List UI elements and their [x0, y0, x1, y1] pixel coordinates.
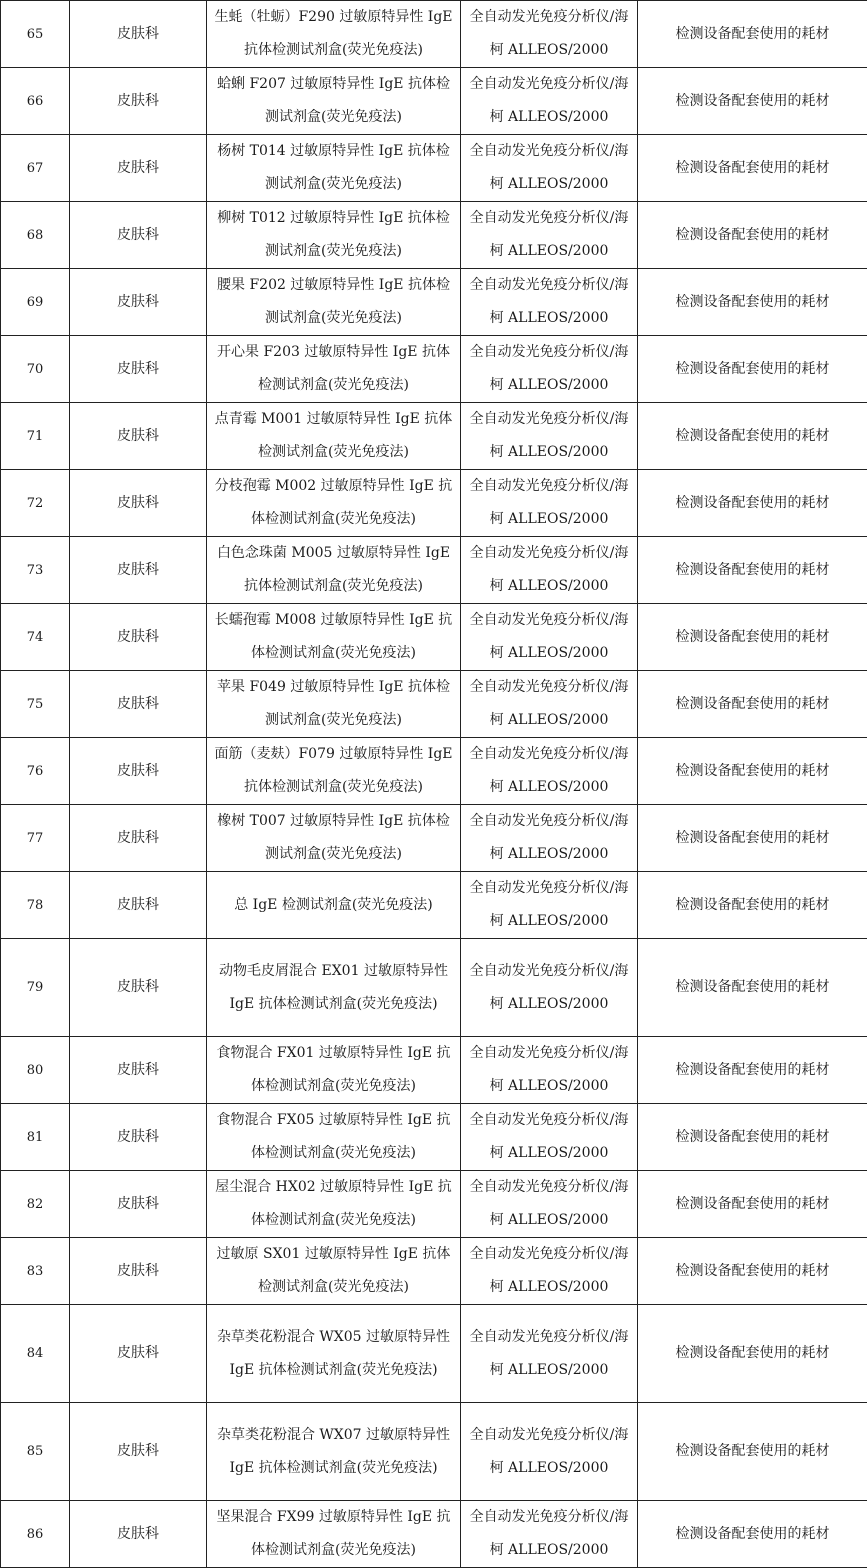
device-cell: 全自动发光免疫分析仪/海柯 ALLEOS/2000: [461, 403, 638, 470]
device-cell: 全自动发光免疫分析仪/海柯 ALLEOS/2000: [461, 1238, 638, 1305]
device-cell: 全自动发光免疫分析仪/海柯 ALLEOS/2000: [461, 202, 638, 269]
row-number: 86: [1, 1501, 70, 1568]
table-row: [1, 1171, 867, 1238]
product-name-cell: 屋尘混合 HX02 过敏原特异性 IgE 抗体检测试剂盒(荧光免疫法): [207, 1171, 461, 1238]
product-name-cell: 蛤蜊 F207 过敏原特异性 IgE 抗体检测试剂盒(荧光免疫法): [207, 68, 461, 135]
table-row: [1, 805, 867, 872]
usage-cell: 检测设备配套使用的耗材: [638, 1403, 867, 1501]
product-name-cell: 苹果 F049 过敏原特异性 IgE 抗体检测试剂盒(荧光免疫法): [207, 671, 461, 738]
row-number: 73: [1, 537, 70, 604]
usage-cell: 检测设备配套使用的耗材: [638, 872, 867, 939]
department-cell: 皮肤科: [70, 68, 207, 135]
department-cell: 皮肤科: [70, 1037, 207, 1104]
product-name-cell: 食物混合 FX01 过敏原特异性 IgE 抗体检测试剂盒(荧光免疫法): [207, 1037, 461, 1104]
product-name-cell: 白色念珠菌 M005 过敏原特异性 IgE 抗体检测试剂盒(荧光免疫法): [207, 537, 461, 604]
department-cell: 皮肤科: [70, 403, 207, 470]
table-row: [1, 939, 867, 1037]
department-cell: 皮肤科: [70, 1238, 207, 1305]
usage-cell: 检测设备配套使用的耗材: [638, 336, 867, 403]
row-number: 70: [1, 336, 70, 403]
product-name-cell: 柳树 T012 过敏原特异性 IgE 抗体检测试剂盒(荧光免疫法): [207, 202, 461, 269]
row-number: 75: [1, 671, 70, 738]
product-name-cell: 杂草类花粉混合 WX07 过敏原特异性 IgE 抗体检测试剂盒(荧光免疫法): [207, 1403, 461, 1501]
product-name-cell: 坚果混合 FX99 过敏原特异性 IgE 抗体检测试剂盒(荧光免疫法): [207, 1501, 461, 1568]
department-cell: 皮肤科: [70, 1403, 207, 1501]
usage-cell: 检测设备配套使用的耗材: [638, 738, 867, 805]
device-cell: 全自动发光免疫分析仪/海柯 ALLEOS/2000: [461, 805, 638, 872]
device-cell: 全自动发光免疫分析仪/海柯 ALLEOS/2000: [461, 939, 638, 1037]
row-number: 82: [1, 1171, 70, 1238]
row-number: 79: [1, 939, 70, 1037]
device-cell: 全自动发光免疫分析仪/海柯 ALLEOS/2000: [461, 872, 638, 939]
table-row: [1, 470, 867, 537]
usage-cell: 检测设备配套使用的耗材: [638, 1501, 867, 1568]
table-row: [1, 1, 867, 68]
product-name-cell: 面筋（麦麸）F079 过敏原特异性 IgE 抗体检测试剂盒(荧光免疫法): [207, 738, 461, 805]
usage-cell: 检测设备配套使用的耗材: [638, 604, 867, 671]
table-row: [1, 135, 867, 202]
row-number: 84: [1, 1305, 70, 1403]
product-name-cell: 橡树 T007 过敏原特异性 IgE 抗体检测试剂盒(荧光免疫法): [207, 805, 461, 872]
product-name-cell: 生蚝（牡蛎）F290 过敏原特异性 IgE 抗体检测试剂盒(荧光免疫法): [207, 1, 461, 68]
row-number: 71: [1, 403, 70, 470]
row-number: 65: [1, 1, 70, 68]
device-cell: 全自动发光免疫分析仪/海柯 ALLEOS/2000: [461, 604, 638, 671]
usage-cell: 检测设备配套使用的耗材: [638, 1, 867, 68]
usage-cell: 检测设备配套使用的耗材: [638, 1171, 867, 1238]
department-cell: 皮肤科: [70, 1104, 207, 1171]
device-cell: 全自动发光免疫分析仪/海柯 ALLEOS/2000: [461, 537, 638, 604]
device-cell: 全自动发光免疫分析仪/海柯 ALLEOS/2000: [461, 1305, 638, 1403]
table-body: [1, 1, 867, 1568]
row-number: 69: [1, 269, 70, 336]
department-cell: 皮肤科: [70, 939, 207, 1037]
table-row: [1, 403, 867, 470]
table-row: [1, 872, 867, 939]
row-number: 66: [1, 68, 70, 135]
device-cell: 全自动发光免疫分析仪/海柯 ALLEOS/2000: [461, 336, 638, 403]
row-number: 68: [1, 202, 70, 269]
row-number: 67: [1, 135, 70, 202]
device-cell: 全自动发光免疫分析仪/海柯 ALLEOS/2000: [461, 68, 638, 135]
department-cell: 皮肤科: [70, 671, 207, 738]
product-name-cell: 杨树 T014 过敏原特异性 IgE 抗体检测试剂盒(荧光免疫法): [207, 135, 461, 202]
device-cell: 全自动发光免疫分析仪/海柯 ALLEOS/2000: [461, 1501, 638, 1568]
usage-cell: 检测设备配套使用的耗材: [638, 68, 867, 135]
device-cell: 全自动发光免疫分析仪/海柯 ALLEOS/2000: [461, 1104, 638, 1171]
usage-cell: 检测设备配套使用的耗材: [638, 1037, 867, 1104]
usage-cell: 检测设备配套使用的耗材: [638, 1305, 867, 1403]
usage-cell: 检测设备配套使用的耗材: [638, 269, 867, 336]
product-name-cell: 开心果 F203 过敏原特异性 IgE 抗体检测试剂盒(荧光免疫法): [207, 336, 461, 403]
row-number: 83: [1, 1238, 70, 1305]
device-cell: 全自动发光免疫分析仪/海柯 ALLEOS/2000: [461, 1171, 638, 1238]
row-number: 85: [1, 1403, 70, 1501]
device-cell: 全自动发光免疫分析仪/海柯 ALLEOS/2000: [461, 738, 638, 805]
table-row: [1, 68, 867, 135]
table-row: [1, 202, 867, 269]
table-row: [1, 269, 867, 336]
usage-cell: 检测设备配套使用的耗材: [638, 1238, 867, 1305]
table-row: [1, 1305, 867, 1403]
usage-cell: 检测设备配套使用的耗材: [638, 135, 867, 202]
row-number: 80: [1, 1037, 70, 1104]
department-cell: 皮肤科: [70, 604, 207, 671]
department-cell: 皮肤科: [70, 872, 207, 939]
table-row: [1, 604, 867, 671]
department-cell: 皮肤科: [70, 470, 207, 537]
product-name-cell: 杂草类花粉混合 WX05 过敏原特异性 IgE 抗体检测试剂盒(荧光免疫法): [207, 1305, 461, 1403]
usage-cell: 检测设备配套使用的耗材: [638, 805, 867, 872]
device-cell: 全自动发光免疫分析仪/海柯 ALLEOS/2000: [461, 470, 638, 537]
table-row: [1, 671, 867, 738]
table-row: [1, 1037, 867, 1104]
department-cell: 皮肤科: [70, 1, 207, 68]
usage-cell: 检测设备配套使用的耗材: [638, 470, 867, 537]
usage-cell: 检测设备配套使用的耗材: [638, 202, 867, 269]
table-row: [1, 1238, 867, 1305]
row-number: 81: [1, 1104, 70, 1171]
department-cell: 皮肤科: [70, 805, 207, 872]
device-cell: 全自动发光免疫分析仪/海柯 ALLEOS/2000: [461, 269, 638, 336]
department-cell: 皮肤科: [70, 1305, 207, 1403]
product-name-cell: 动物毛皮屑混合 EX01 过敏原特异性 IgE 抗体检测试剂盒(荧光免疫法): [207, 939, 461, 1037]
row-number: 74: [1, 604, 70, 671]
department-cell: 皮肤科: [70, 537, 207, 604]
product-name-cell: 点青霉 M001 过敏原特异性 IgE 抗体检测试剂盒(荧光免疫法): [207, 403, 461, 470]
table-row: [1, 336, 867, 403]
usage-cell: 检测设备配套使用的耗材: [638, 939, 867, 1037]
product-name-cell: 分枝孢霉 M002 过敏原特异性 IgE 抗体检测试剂盒(荧光免疫法): [207, 470, 461, 537]
row-number: 78: [1, 872, 70, 939]
usage-cell: 检测设备配套使用的耗材: [638, 537, 867, 604]
row-number: 72: [1, 470, 70, 537]
department-cell: 皮肤科: [70, 336, 207, 403]
device-cell: 全自动发光免疫分析仪/海柯 ALLEOS/2000: [461, 135, 638, 202]
department-cell: 皮肤科: [70, 269, 207, 336]
usage-cell: 检测设备配套使用的耗材: [638, 671, 867, 738]
department-cell: 皮肤科: [70, 202, 207, 269]
usage-cell: 检测设备配套使用的耗材: [638, 1104, 867, 1171]
product-name-cell: 长蠕孢霉 M008 过敏原特异性 IgE 抗体检测试剂盒(荧光免疫法): [207, 604, 461, 671]
product-name-cell: 腰果 F202 过敏原特异性 IgE 抗体检测试剂盒(荧光免疫法): [207, 269, 461, 336]
department-cell: 皮肤科: [70, 1501, 207, 1568]
table-row: [1, 537, 867, 604]
table-row: [1, 738, 867, 805]
table-row: [1, 1501, 867, 1568]
table-row: [1, 1403, 867, 1501]
row-number: 77: [1, 805, 70, 872]
device-cell: 全自动发光免疫分析仪/海柯 ALLEOS/2000: [461, 671, 638, 738]
department-cell: 皮肤科: [70, 738, 207, 805]
table-row: [1, 1104, 867, 1171]
usage-cell: 检测设备配套使用的耗材: [638, 403, 867, 470]
device-cell: 全自动发光免疫分析仪/海柯 ALLEOS/2000: [461, 1403, 638, 1501]
device-cell: 全自动发光免疫分析仪/海柯 ALLEOS/2000: [461, 1, 638, 68]
department-cell: 皮肤科: [70, 135, 207, 202]
product-name-cell: 总 IgE 检测试剂盒(荧光免疫法): [207, 872, 461, 939]
device-cell: 全自动发光免疫分析仪/海柯 ALLEOS/2000: [461, 1037, 638, 1104]
row-number: 76: [1, 738, 70, 805]
product-name-cell: 过敏原 SX01 过敏原特异性 IgE 抗体检测试剂盒(荧光免疫法): [207, 1238, 461, 1305]
department-cell: 皮肤科: [70, 1171, 207, 1238]
product-name-cell: 食物混合 FX05 过敏原特异性 IgE 抗体检测试剂盒(荧光免疫法): [207, 1104, 461, 1171]
